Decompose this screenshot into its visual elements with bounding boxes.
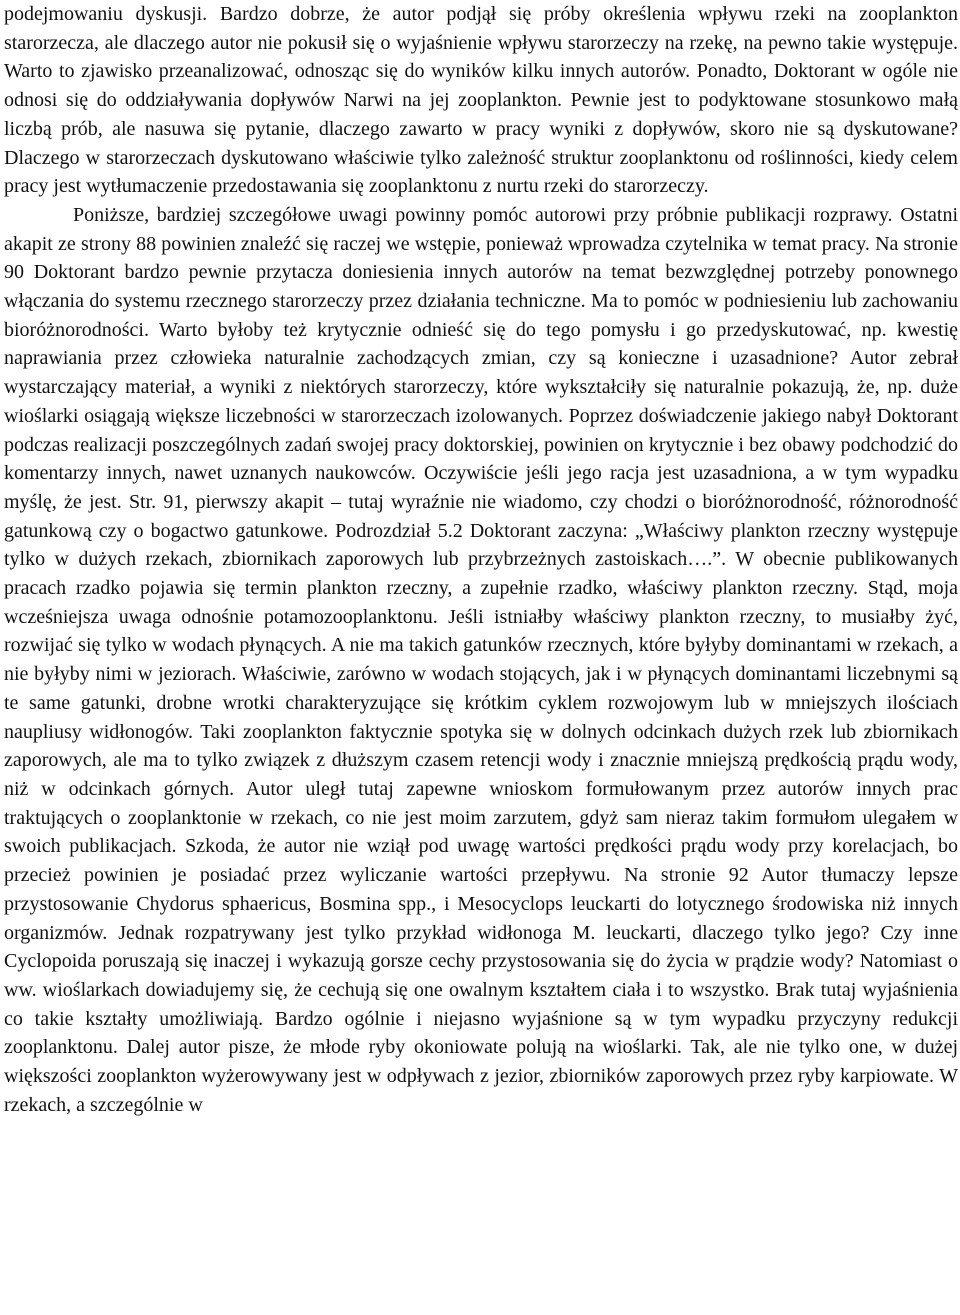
sentence: W rzekach, a szczególnie w	[4, 1065, 958, 1116]
sentence: Jednak rozpatrywany jest tylko przykład widłonoga M. leuckarti, dlaczego tylko jego?	[118, 921, 870, 944]
sentence: Stąd, moja wcześniejsza uwaga odnośnie potamozooplanktonu.	[4, 577, 958, 628]
sentence: Właściwie, zarówno w wodach stojących, jak i w płynących dominantami liczebnymi są te same gatunki, drobne wrotki charakteryzujące się krótkim cyklem rozwojowym lub w mniejszych ilościach naupliusy widłonogów.	[4, 663, 958, 743]
sentence: Dalej autor pisze, że młode ryby okoniowate polują na wioślarki.	[126, 1036, 682, 1059]
sentence: Ponadto, Doktorant w ogóle nie odnosi się do oddziaływania dopływów Narwi na jej zooplankton.	[4, 60, 958, 112]
sentence: A nie ma takich gatunków rzecznych, które byłyby dominantami w rzekach, a nie byłyby nimi w jeziorach.	[4, 634, 958, 686]
sentence: Poprzez doświadczenie jakiego nabył Doktorant podczas realizacji poszczególnych zadań swojej pracy doktorskiej, powinien on krytycznie i bez obawy podchodzić do komentarzy innych, nawet uznanych naukowców.	[4, 404, 958, 485]
sentence: Str. 91, pierwszy akapit – tutaj wyraźnie nie wiadomo, czy chodzi o bioróżnorodność, różnorodność gatunkową czy o bogactwo gatunkowe.	[4, 490, 958, 542]
sentence: Bardzo ogólnie i niejasno wyjaśnione są w tym wypadku przyczyny redukcji zooplanktonu.	[4, 1007, 958, 1059]
sentence: Dlaczego w starorzeczach dyskutowano właściwie tylko zależność struktur zooplanktonu od roślinności, kiedy celem pracy jest wytłumaczenie przedostawania się zooplanktonu z nurtu rzeki do starorzeczy.	[4, 146, 958, 198]
sentence: W obecnie publikowanych pracach rzadko pojawia się termin plankton rzeczny, a zupełnie rzadko, właściwy plankton rzeczny.	[4, 548, 958, 600]
sentence: Taki zooplankton faktycznie spotyka się w dolnych odcinkach dużych rzek lub zbiornikach zaporowych, ale ma to tylko związek z dłuższym czasem retencji wody i znacznie mniejszą prędkością prądu wody, niż w odcinkach górnych.	[4, 720, 958, 800]
paragraph-discussion-critique	[4, 0, 958, 201]
sentence: Jeśli istniałby właściwy plankton rzeczny, to musiałby żyć, rozwijać się tylko w wodach płynących.	[4, 605, 958, 657]
sentence: Oczywiście jeśli jego racja jest uzasadniona, a w tym wypadku myślę, że jest.	[4, 462, 958, 513]
sentence: Poniższe, bardziej szczegółowe uwagi powinny pomóc autorowi przy próbnie publikacji rozprawy.	[73, 203, 893, 226]
sentence: Bardzo dobrze, że autor podjął się próby określenia wpływu rzeki na zooplankton starorzecza, ale dlaczego autor nie pokusił się o wyjaśnienie wpływu starorzeczy na rzekę, na pewno takie występuje.	[4, 3, 958, 54]
sentence: Pewnie jest to podyktowane stosunkowo małą liczbą prób, ale nasuwa się pytanie, dlaczego zawarto w pracy wyniki z dopływów, skoro nie są dyskutowane?	[4, 89, 958, 140]
sentence: Szkoda, że autor nie wziął pod uwagę wartości prędkości prądu wody przy korelacjach, bo przecież powinien je posiadać przez wyliczanie wartości przepływu.	[4, 835, 958, 887]
sentence: Autor uległ tutaj zapewne wnioskom formułowanym przez autorów innych prac traktujących o zooplanktonie w rzekach, co nie jest moim zarzutem, gdyż sam nieraz takim formułom ulegałem w swoich publikacjach.	[4, 777, 958, 858]
sentence: Podrozdział 5.2 Doktorant zaczyna: „Właściwy plankton rzeczny występuje tylko w dużych rzekach, zbiornikach zaporowych lub przybrzeżnych zastoiskach….”.	[4, 519, 958, 571]
sentence: Tak, ale nie tylko one, w dużej większości zooplankton wyżerowywany jest w odpływach z jezior, zbiorników zaporowych przez ryby karpiowate.	[4, 1036, 958, 1088]
sentence: Brak tutaj wyjaśnienia co takie kształty umożliwiają.	[4, 978, 958, 1030]
sentence: Na stronie 92 Autor tłumaczy lepsze przystosowanie Chydorus sphaericus, Bosmina spp., i Mesocyclops leuckarti do lotycznego środowiska niż innych organizmów.	[4, 864, 958, 944]
paragraph-detailed-remarks	[4, 201, 958, 1120]
sentence: Ostatni akapit ze strony 88 powinien znaleźć się raczej we wstępie, ponieważ wprowadza czytelnika w temat pracy.	[4, 203, 958, 255]
document-page	[4, 0, 958, 1315]
sentence: Warto to zjawisko przeanalizować, odnosząc się do wyników kilku innych autorów.	[4, 60, 691, 83]
sentence: Autor zebrał wystarczający materiał, a wyniki z niektórych starorzeczy, które wykształciły się naturalnie pokazują, że, np. duże wioślarki osiągają większe liczebności w starorzeczach izolowanych.	[4, 347, 958, 427]
sentence: Warto byłoby też krytycznie odnieść się do tego pomysłu i go przedyskutować, np. kwestię naprawiania przez człowieka naturalnie zachodzących zmian, czy są konieczne i uzasadnione?	[4, 318, 958, 370]
sentence: Czy inne Cyclopoida poruszają się inaczej i wykazują gorsze cechy przystosowania się do życia w prądzie wody?	[4, 921, 958, 973]
sentence: Na stronie 90 Doktorant bardzo pewnie przytacza doniesienia innych autorów na temat bezwzględnej potrzeby ponownego włączania do systemu rzecznego starorzeczy przez działania techniczne.	[4, 232, 958, 313]
sentence: Ma to pomóc w podniesieniu lub zachowaniu bioróżnorodności.	[4, 290, 958, 341]
sentence: podejmowaniu dyskusji.	[4, 3, 208, 25]
sentence: Natomiast o ww. wioślarkach dowiadujemy się, że cechują się one owalnym kształtem ciała i to wszystko.	[4, 950, 958, 1001]
